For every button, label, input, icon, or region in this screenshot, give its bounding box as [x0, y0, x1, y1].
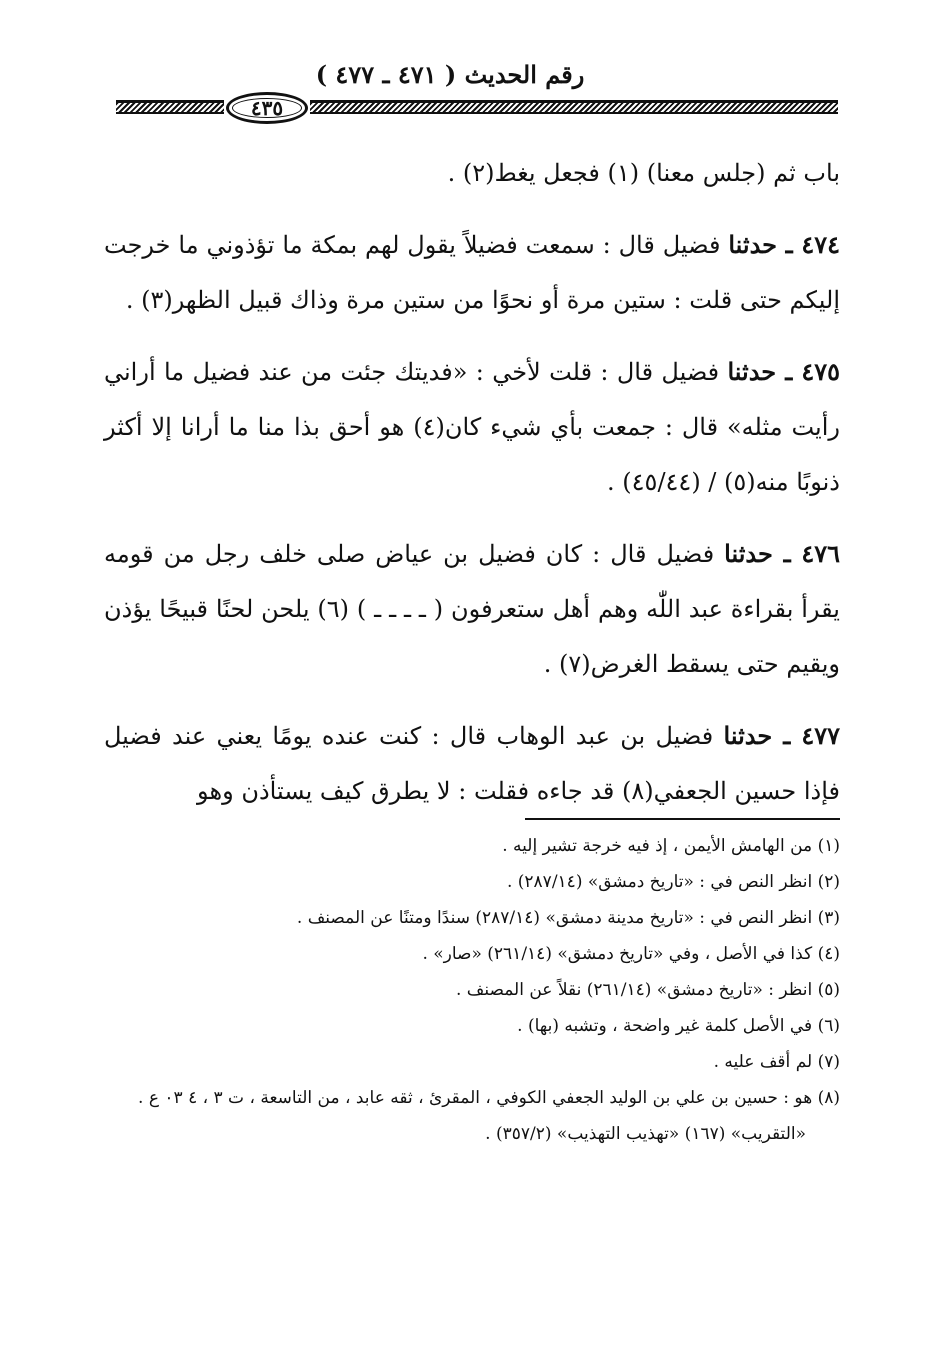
footnote-4: (٤) كذا في الأصل ، وفي «تاريخ دمشق» (٢٦١/١٤) «صار» . [422, 944, 840, 964]
hadith-477-number: ٤٧٧ ـ حدثنا [723, 721, 840, 750]
hadith-475-text: فضيل قال : قلت لأخي : «فديتك جئت من عند فضيل ما أراني رأيت مثله» قال : جمعت بأي شيء كان(٤) هو أحق بذا منا ما أرانا إلا أكثر ذنوبًا منه(٥) / (٤٥/٤٤) . [104, 358, 840, 496]
running-header-title: رقم الحديث ( ٤٧١ ـ ٤٧٧ ) [315, 60, 585, 89]
hadith-474 [104, 217, 840, 328]
footnote-5: (٥) انظر : «تاريخ دمشق» (٢٦١/١٤) نقلاً عن المصنف . [455, 980, 840, 1000]
footnotes [104, 828, 840, 1152]
footnote-8-references: «التقريب» (١٦٧) «تهذيب التهذيب» (٣٥٧/٢) . [485, 1124, 806, 1144]
hadith-475-number: ٤٧٥ ـ حدثنا [727, 357, 840, 386]
main-text [104, 146, 840, 835]
page-number-badge: ٤٣٥ [226, 92, 308, 124]
hadith-477 [104, 708, 840, 819]
hadith-476-number: ٤٧٦ ـ حدثنا [724, 539, 840, 568]
footnote-1: (١) من الهامش الأيمن ، إذ فيه خرجة تشير إليه . [502, 836, 840, 856]
footnote-8: (٨) هو : حسين بن علي بن الوليد الجعفي الكوفي ، المقرئ ، ثقه عابد ، من التاسعة ، ت ٣ ، ٤ ٠٣ ع . [138, 1088, 840, 1108]
hadith-474-text: فضيل قال : سمعت فضيلاً يقول لهم بمكة ما تؤذوني ما خرجت إليكم حتى قلت : ستين مرة أو نحوًا من ستين مرة وذاك قبيل الظهر(٣) . [104, 231, 840, 314]
header-rule-left [116, 100, 224, 114]
intro-line: باب ثم (جلس معنا) (١) فجعل يغط(٢) . [447, 159, 840, 187]
hadith-475 [104, 344, 840, 510]
footnote-7: (٧) لم أقف عليه . [713, 1052, 840, 1072]
footnote-6: (٦) في الأصل كلمة غير واضحة ، وتشبه (بها) . [517, 1016, 840, 1036]
hadith-476-text: فضيل قال : كان فضيل بن عياض صلى خلف رجل من قومه يقرأ بقراءة عبد اللّٰه وهم أهل ستعرفون ( ـ ـ ـ ـ ) (٦) يلحن لحنًا قبيحًا يؤذن ويقيم حتى يسقط الغرض(٧) . [104, 540, 840, 678]
hadith-474-number: ٤٧٤ ـ حدثنا [728, 230, 840, 259]
footnote-divider [525, 818, 840, 820]
footnote-2: (٢) انظر النص في : «تاريخ دمشق» (٢٨٧/١٤) . [506, 872, 840, 892]
hadith-476 [104, 526, 840, 692]
hadith-477-text: فضيل بن عبد الوهاب قال : كنت عنده يومًا يعني عند فضيل فإذا حسين الجعفي(٨) قد جاءه فقلت : لا يطرق كيف يستأذن وهو [104, 722, 840, 805]
footnote-3: (٣) انظر النص في : «تاريخ مدينة دمشق» (٢٨٧/١٤) سندًا ومتنًا عن المصنف . [296, 908, 840, 928]
header-rule-right [310, 100, 838, 114]
